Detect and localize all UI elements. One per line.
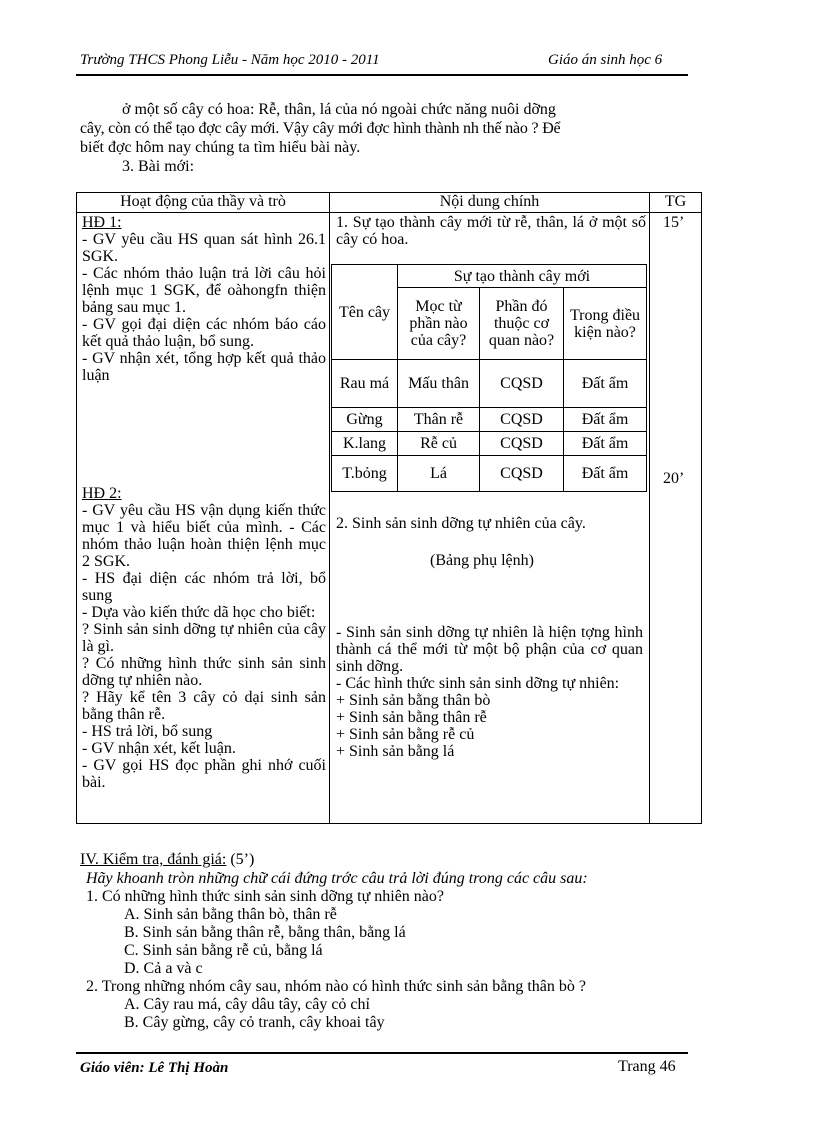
form-item: + Sinh sản bằng thân rễ <box>336 709 487 726</box>
assessment-heading <box>80 851 254 868</box>
activity-text: - Dựa vào kiến thức dã học cho biết: <box>82 604 316 621</box>
assessment-instruction: Hãy khoanh tròn những chữ cái đứng trớc câu trả lời đúng trong các câu sau: <box>86 870 588 887</box>
col-header-time: TG <box>650 193 702 213</box>
col-header-content: Nội dung chính <box>330 193 650 213</box>
inner-cell: Thân rễ <box>398 408 480 432</box>
section-2-note: (Bảng phụ lệnh) <box>430 552 534 569</box>
header-rule <box>76 74 688 76</box>
form-item: + Sinh sản bằng rễ củ <box>336 726 475 743</box>
activity-1 <box>82 214 326 384</box>
inner-cell: T.bỏng <box>332 456 398 492</box>
inner-cell: Đất ẩm <box>564 456 647 492</box>
forms-intro: - Các hình thức sinh sản sinh dỡng tự nhiên: <box>336 675 620 692</box>
activity-2-title: HĐ 2: <box>82 485 122 502</box>
activity-text: - HS đại diện các nhóm trả lời, bổ sung <box>82 570 326 604</box>
section-2-definition <box>336 624 643 760</box>
activity-1-title: HĐ 1: <box>82 214 122 231</box>
time-2: 20’ <box>663 470 685 487</box>
page-number: Trang 46 <box>618 1058 676 1075</box>
time-cell <box>650 213 702 824</box>
inner-cell: CQSD <box>480 456 564 492</box>
inner-cell: Gừng <box>332 408 398 432</box>
inner-cell: Đất ẩm <box>564 432 647 456</box>
activity-text: - GV nhận xét, tổng hợp kết quả thảo luận <box>82 350 326 384</box>
inner-cell: K.lang <box>332 432 398 456</box>
activity-2 <box>82 485 326 791</box>
inner-cell: Rau má <box>332 360 398 408</box>
activity-text: ? Hãy kể tên 3 cây cỏ dại sinh sản bằng thân rễ. <box>82 689 326 723</box>
inner-cell: CQSD <box>480 360 564 408</box>
footer-author: Giáo viên: Lê Thị Hoàn <box>80 1060 229 1076</box>
inner-cell: CQSD <box>480 432 564 456</box>
activity-text: - GV yêu cầu HS quan sát hình 26.1 SGK. <box>82 231 326 265</box>
inner-cell: Rễ củ <box>398 432 480 456</box>
inner-col-organ: Phần đó thuộc cơ quan nào? <box>480 288 564 360</box>
inner-cell: Đất ẩm <box>564 360 647 408</box>
intro-line-3: biết đợc hôm nay chúng ta tìm hiểu bài này. <box>80 139 361 156</box>
assessment-time: (5’) <box>230 851 255 868</box>
activity-text: ? Có những hình thức sinh sản sinh dỡng tự nhiên nào. <box>82 655 326 689</box>
q2-option-a: A. Cây rau má, cây dâu tây, cây cỏ chỉ <box>124 996 370 1013</box>
inner-cell: Lá <box>398 456 480 492</box>
activity-text: - GV gọi đại diện các nhóm báo cáo kết quả thảo luận, bổ sung. <box>82 316 326 350</box>
definition-text: - Sinh sản sinh dỡng tự nhiên là hiện tợng hình thành cá thể mới từ một bộ phận của cơ quan sinh dỡng. <box>336 624 643 675</box>
reproduction-table <box>331 264 647 492</box>
form-item: + Sinh sản bằng thân bò <box>336 692 491 709</box>
q1-option-c: C. Sinh sản bằng rễ củ, bằng lá <box>124 942 323 959</box>
q1-option-b: B. Sinh sản bằng thân rễ, bằng thân, bằng lá <box>124 924 406 941</box>
activity-text: ? Sinh sản sinh dỡng tự nhiên của cây là gì. <box>82 621 326 655</box>
section-1-title: 1. Sự tạo thành cây mới từ rễ, thân, lá ở một số cây có hoa. <box>336 214 646 248</box>
activity-text: - GV gọi HS đọc phần ghi nhớ cuối bài. <box>82 757 326 791</box>
activity-text: - GV nhận xét, kết luận. <box>82 740 236 757</box>
time-1: 15’ <box>663 214 685 231</box>
header-subject: Giáo án sinh học 6 <box>548 52 663 68</box>
question-1: 1. Có những hình thức sinh sản sinh dỡng tự nhiên nào? <box>86 888 445 905</box>
col-header-activity: Hoạt động của thầy và trò <box>77 193 330 213</box>
inner-group-header: Sự tạo thành cây mới <box>398 265 647 288</box>
form-item: + Sinh sản bằng lá <box>336 743 455 760</box>
assessment-title: IV. Kiểm tra, đánh giá: <box>80 851 227 868</box>
inner-cell: Đất ẩm <box>564 408 647 432</box>
inner-col-origin: Mọc từ phần nào của cây? <box>398 288 480 360</box>
intro-line-4: 3. Bài mới: <box>122 158 195 175</box>
q2-option-b: B. Cây gừng, cây cỏ tranh, cây khoai tây <box>124 1014 385 1031</box>
q1-option-d: D. Cả a và c <box>124 960 203 977</box>
q1-option-a: A. Sinh sản bằng thân bò, thân rễ <box>124 906 337 923</box>
activity-text: - Các nhóm thảo luận trả lời câu hỏi lệnh mục 1 SGK, để oàhongfn thiện bảng sau mục 1. <box>82 265 326 316</box>
intro-line-2: cây, còn có thể tạo đợc cây mới. Vậy cây mới đợc hình thành nh thế nào ? Để <box>80 120 561 137</box>
inner-col-condition: Trong điều kiện nào? <box>564 288 647 360</box>
activity-text: - HS trả lời, bổ sung <box>82 723 213 740</box>
intro-line-1: ở một số cây có hoa: Rễ, thân, lá của nó ngoài chức năng nuôi dỡng <box>122 101 556 118</box>
section-2-title: 2. Sinh sản sinh dỡng tự nhiên của cây. <box>336 515 586 532</box>
question-2: 2. Trong những nhóm cây sau, nhóm nào có hình thức sinh sản bằng thân bò ? <box>86 978 586 995</box>
inner-cell: Mấu thân <box>398 360 480 408</box>
footer-rule <box>76 1052 688 1054</box>
activity-text: - GV yêu cầu HS vận dụng kiến thức mục 1 và hiểu biết của mình. - Các nhóm thảo luận hoàn thiện lệnh mục 2 SGK. <box>82 502 326 570</box>
inner-col-plant: Tên cây <box>332 265 398 360</box>
inner-cell: CQSD <box>480 408 564 432</box>
header-school: Trường THCS Phong Liễu - Năm học 2010 - 2011 <box>80 52 380 68</box>
